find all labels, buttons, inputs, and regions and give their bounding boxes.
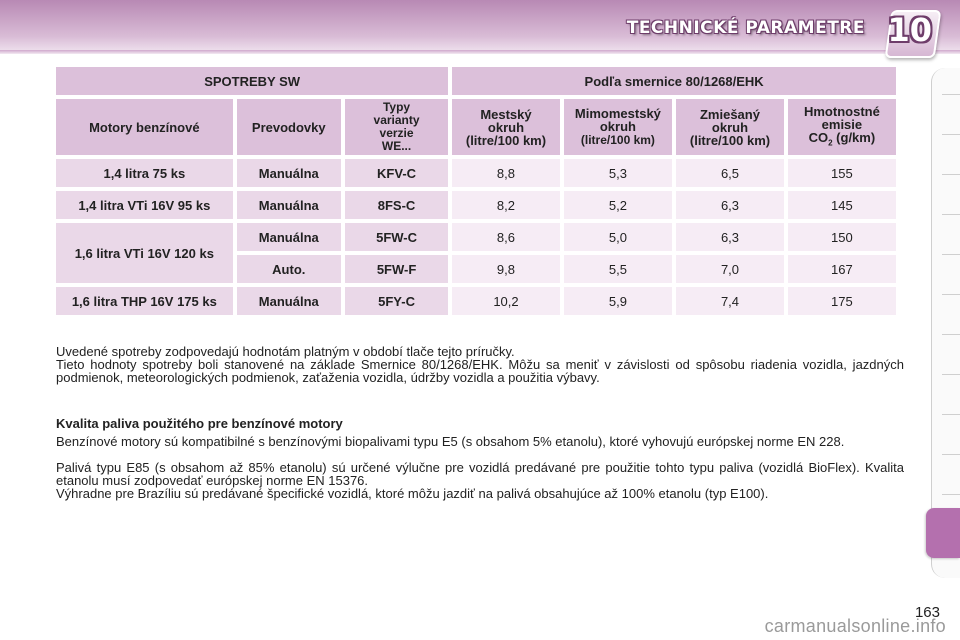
gearbox-cell: Manuálna: [237, 191, 341, 219]
co2-cell: 155: [788, 159, 896, 187]
tab-divider: [942, 174, 960, 175]
type-cell: 5FW-C: [345, 223, 448, 251]
extra-urban-cell: 5,0: [564, 223, 672, 251]
tab-divider: [942, 454, 960, 455]
column-header-extra-urban: Mimomestský okruh (litre/100 km): [564, 99, 672, 155]
urban-cell: 9,8: [452, 255, 559, 283]
table-row: [56, 287, 896, 315]
extra-urban-cell: 5,2: [564, 191, 672, 219]
column-header-mixed: Zmiešaný okruh (litre/100 km): [676, 99, 784, 155]
chapter-tab-active[interactable]: [926, 508, 960, 558]
mixed-cell: 6,3: [676, 223, 784, 251]
co2-cell: 145: [788, 191, 896, 219]
table-row: [56, 159, 896, 187]
urban-cell: 10,2: [452, 287, 559, 315]
fuel-quality-e85: Palivá typu E85 (s obsahom až 85% etanolu) sú určené výlučne pre vozidlá predávané pre použitie tohto typu paliva (vozidlá BioFlex). Kvalita etanolu musí zodpovedať európskej norme EN 15376.: [56, 460, 904, 488]
fuel-quality-e5: Benzínové motory sú kompatibilné s benzínovými biopalivami typu E5 (s obsahom 5% etanolu), ktoré vyhovujú európskej norme EN 228.: [56, 434, 845, 449]
page-title: TECHNICKÉ PARAMETRE: [626, 18, 865, 38]
co2-cell: 167: [788, 255, 896, 283]
column-header-co2: Hmotnostné emisie $CO_2$ (g/km): [788, 99, 896, 155]
type-cell: 5FY-C: [345, 287, 448, 315]
gearbox-cell: Manuálna: [237, 223, 341, 251]
consumption-note-line1: Uvedené spotreby zodpovedajú hodnotám platným v období tlače tejto príručky.: [56, 344, 515, 359]
column-header-urban: Mestský okruh (litre/100 km): [452, 99, 559, 155]
urban-cell: 8,8: [452, 159, 559, 187]
extra-urban-cell: 5,5: [564, 255, 672, 283]
table-row: [56, 223, 896, 251]
engine-cell: 1,4 litra 75 ks: [56, 159, 233, 187]
fuel-quality-heading: Kvalita paliva použitého pre benzínové motory: [56, 416, 343, 431]
tab-divider: [942, 94, 960, 95]
type-cell: 8FS-C: [345, 191, 448, 219]
chapter-number: 10: [887, 11, 932, 49]
gearbox-cell: Manuálna: [237, 287, 341, 315]
tab-divider: [942, 134, 960, 135]
engine-cell: 1,6 litra VTi 16V 120 ks: [56, 223, 233, 283]
column-header-gearbox: Prevodovky: [237, 99, 341, 155]
page-number: 163: [914, 604, 940, 621]
mixed-cell: 6,5: [676, 159, 784, 187]
mixed-cell: 7,0: [676, 255, 784, 283]
table-row: [56, 191, 896, 219]
gearbox-cell: Auto.: [237, 255, 341, 283]
extra-urban-cell: 5,9: [564, 287, 672, 315]
tab-divider: [942, 254, 960, 255]
urban-cell: 8,2: [452, 191, 559, 219]
engine-cell: 1,6 litra THP 16V 175 ks: [56, 287, 233, 315]
mixed-cell: 6,3: [676, 191, 784, 219]
tab-divider: [942, 294, 960, 295]
type-cell: KFV-C: [345, 159, 448, 187]
tab-divider: [942, 414, 960, 415]
fuel-quality-e100: Výhradne pre Brazíliu sú predávané špecifické vozidlá, ktoré môžu jazdiť na palivá obsahujúce až 100% etanolu (typ E100).: [56, 486, 769, 501]
group-header-sw: SPOTREBY SW: [56, 67, 448, 95]
extra-urban-cell: 5,3: [564, 159, 672, 187]
watermark: carmanualsonline.info: [764, 616, 946, 636]
tab-divider: [942, 334, 960, 335]
consumption-note-line2: Tieto hodnoty spotreby boli stanovené na základe Smernice 80/1268/EHK. Môžu sa meniť v závislosti od spôsobu riadenia vozidla, jazdných podmienok, meteorologických podmienok, zaťaženia vozidla, údržby vozidla a použitia výbavy.: [56, 357, 904, 385]
column-header-engine: Motory benzínové: [56, 99, 233, 155]
mixed-cell: 7,4: [676, 287, 784, 315]
tab-divider: [942, 374, 960, 375]
tab-divider: [942, 494, 960, 495]
engine-cell: 1,4 litra VTi 16V 95 ks: [56, 191, 233, 219]
gearbox-cell: Manuálna: [237, 159, 341, 187]
tab-divider: [942, 214, 960, 215]
co2-cell: 175: [788, 287, 896, 315]
co2-cell: 150: [788, 223, 896, 251]
header-strip: [0, 50, 960, 54]
urban-cell: 8,6: [452, 223, 559, 251]
chapter-tabs: [931, 68, 960, 578]
column-header-type: Typy varianty verzie WE...: [345, 99, 448, 155]
group-header-directive: Podľa smernice 80/1268/EHK: [452, 67, 896, 95]
consumption-table: [52, 63, 900, 319]
type-cell: 5FW-F: [345, 255, 448, 283]
